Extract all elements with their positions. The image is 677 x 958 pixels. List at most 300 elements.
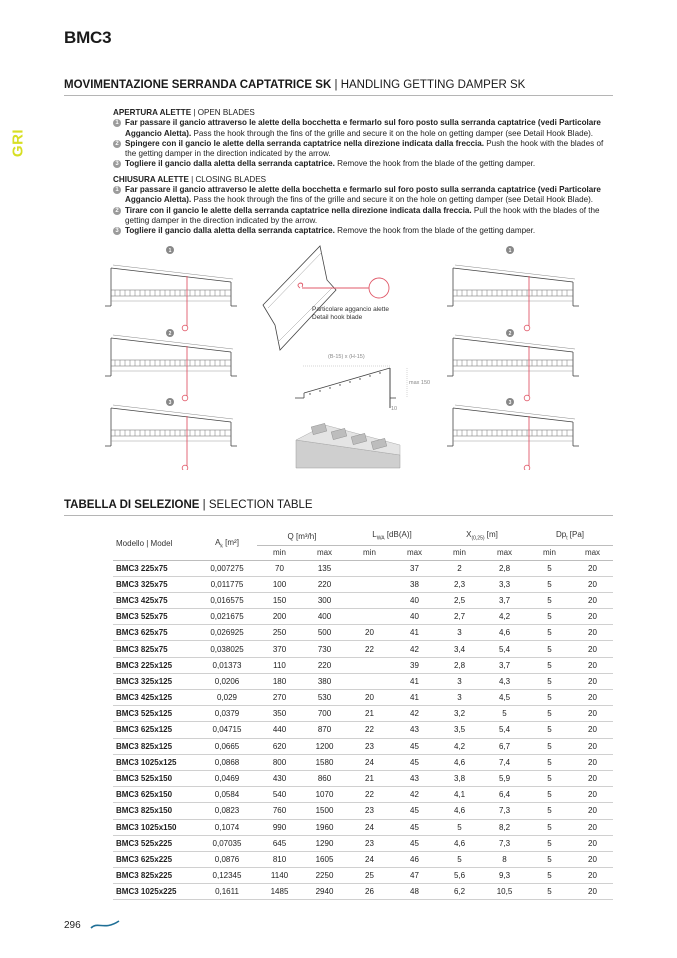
table-cell: 43	[392, 722, 437, 738]
table-cell: 20	[572, 868, 613, 884]
table-cell: 20	[572, 819, 613, 835]
table-cell: 1140	[257, 868, 302, 884]
step-item	[113, 159, 615, 169]
table-cell: 0,0584	[197, 787, 257, 803]
table-cell: 4,6	[482, 625, 527, 641]
table-cell: 100	[257, 576, 302, 592]
table-cell: 5	[527, 560, 572, 576]
cell-model: BMC3 225x125	[113, 657, 197, 673]
table-cell: 24	[347, 819, 392, 835]
table-cell: 41	[392, 690, 437, 706]
table-cell: 430	[257, 770, 302, 786]
table-cell: 20	[572, 803, 613, 819]
table-cell: 0,01373	[197, 657, 257, 673]
step-item	[113, 206, 615, 227]
cell-model: BMC3 1025x125	[113, 754, 197, 770]
table-cell: 46	[392, 851, 437, 867]
page-title: BMC3	[64, 28, 112, 47]
side-tab-label: GRI	[9, 128, 27, 158]
step-text-it: Tirare con il gancio le alette della serranda captatrice nella direzione indicata dalla freccia.	[125, 205, 472, 215]
table-cell: 5	[527, 576, 572, 592]
table-cell	[347, 560, 392, 576]
step-number-badge: 1	[113, 119, 121, 127]
cell-model: BMC3 425x75	[113, 592, 197, 608]
table-cell: 4,6	[437, 754, 482, 770]
heading-en: HANDLING GETTING DAMPER SK	[340, 79, 526, 91]
table-cell: 0,12345	[197, 868, 257, 884]
table-cell: 45	[392, 835, 437, 851]
instructions	[113, 108, 615, 237]
table-cell: 380	[302, 673, 347, 689]
table-cell: 200	[257, 609, 302, 625]
table-cell: 860	[302, 770, 347, 786]
step-number-badge: 3	[113, 160, 121, 168]
table-row	[113, 641, 613, 657]
left-step-1	[105, 265, 237, 331]
cell-model: BMC3 525x125	[113, 706, 197, 722]
table-cell: 70	[257, 560, 302, 576]
table-cell: 1200	[302, 738, 347, 754]
table-cell: 20	[572, 884, 613, 900]
table-cell	[347, 609, 392, 625]
step-text-en: Remove the hook from the blade of the getting damper.	[337, 226, 536, 236]
table-cell: 23	[347, 803, 392, 819]
cell-model: BMC3 625x150	[113, 787, 197, 803]
table-row	[113, 738, 613, 754]
table-cell: 5	[527, 657, 572, 673]
table-cell: 20	[572, 851, 613, 867]
table-cell: 1485	[257, 884, 302, 900]
table-cell: 400	[302, 609, 347, 625]
dimension-height-label: max 150	[409, 380, 431, 386]
open-blades-title	[113, 108, 615, 118]
table-cell: 22	[347, 787, 392, 803]
table-cell: 0,0469	[197, 770, 257, 786]
table-cell: 6,4	[482, 787, 527, 803]
table-cell: 20	[347, 625, 392, 641]
step-text-it: Togliere il gancio dalla aletta della serranda captatrice.	[125, 159, 335, 169]
table-cell: 2,7	[437, 609, 482, 625]
step-item	[113, 139, 615, 160]
table-cell: 0,1611	[197, 884, 257, 900]
table-cell: 42	[392, 787, 437, 803]
cell-model: BMC3 325x125	[113, 673, 197, 689]
table-cell: 760	[257, 803, 302, 819]
table-cell: 20	[572, 787, 613, 803]
step-number-badge: 2	[113, 140, 121, 148]
table-cell: 5,4	[482, 641, 527, 657]
table-cell: 3,8	[437, 770, 482, 786]
separator: |	[191, 174, 194, 184]
selection-table-wrap	[113, 528, 613, 900]
svg-text:1: 1	[168, 248, 172, 254]
table-cell: 1290	[302, 835, 347, 851]
table-cell: 1500	[302, 803, 347, 819]
table-cell: 10,5	[482, 884, 527, 900]
table-cell: 220	[302, 576, 347, 592]
table-cell: 440	[257, 722, 302, 738]
side-tab	[8, 126, 28, 160]
table-cell: 0,021675	[197, 609, 257, 625]
table-body	[113, 560, 613, 900]
table-row	[113, 787, 613, 803]
table-cell	[347, 673, 392, 689]
table-cell: 700	[302, 706, 347, 722]
open-blades-group	[113, 108, 615, 170]
title-it: APERTURA ALETTE	[113, 108, 192, 117]
table-cell: 45	[392, 803, 437, 819]
table-cell: 7,4	[482, 754, 527, 770]
column-header-lwa: $L_{WA}$ [dB(A)]	[347, 528, 437, 545]
table-cell: 500	[302, 625, 347, 641]
table-cell: 5	[527, 754, 572, 770]
left-step-2	[105, 335, 237, 401]
table-cell: 2,8	[437, 657, 482, 673]
table-cell: 23	[347, 738, 392, 754]
dimension-bottom-label: 10	[391, 406, 398, 412]
table-cell: 0,038025	[197, 641, 257, 657]
table-cell: 3,5	[437, 722, 482, 738]
table-cell: 40	[392, 609, 437, 625]
table-cell: 45	[392, 819, 437, 835]
selection-table	[113, 528, 613, 900]
column-header-dp: $Dp_t$ [Pa]	[527, 528, 613, 545]
table-cell: 22	[347, 722, 392, 738]
table-row	[113, 673, 613, 689]
table-cell: 5	[437, 851, 482, 867]
cell-model: BMC3 625x75	[113, 625, 197, 641]
table-cell: 40	[392, 592, 437, 608]
svg-text:3: 3	[508, 400, 512, 406]
table-cell: 22	[347, 641, 392, 657]
table-cell: 0,011775	[197, 576, 257, 592]
table-cell: 4,1	[437, 787, 482, 803]
table-cell: 5	[527, 706, 572, 722]
table-cell: 0,04715	[197, 722, 257, 738]
table-row	[113, 884, 613, 900]
table-cell: 6,7	[482, 738, 527, 754]
technical-drawings	[100, 240, 590, 470]
table-cell: 2,3	[437, 576, 482, 592]
detail-label	[312, 306, 389, 322]
step-text-en: Pull the hook with the blades of the getting damper in the direction indicated by the arrow.	[125, 205, 600, 225]
table-cell: 42	[392, 706, 437, 722]
step-text-en: Pass the hook through the fins of the grille and secure it on the hole on getting damper (see Detail Hook Blade).	[193, 128, 594, 138]
table-cell: 2940	[302, 884, 347, 900]
table-cell: 3	[437, 673, 482, 689]
cell-model: BMC3 525x75	[113, 609, 197, 625]
cell-model: BMC3 825x75	[113, 641, 197, 657]
table-cell: 20	[572, 835, 613, 851]
title-en: CLOSING BLADES	[195, 174, 267, 184]
separator: |	[193, 108, 196, 117]
table-cell: 9,3	[482, 868, 527, 884]
table-row	[113, 754, 613, 770]
step-item	[113, 118, 615, 139]
right-step-1	[447, 265, 579, 331]
subheader-min: min	[437, 545, 482, 560]
table-cell: 4,5	[482, 690, 527, 706]
table-cell: 540	[257, 787, 302, 803]
table-row	[113, 657, 613, 673]
step-text-en: Remove the hook from the blade of the getting damper.	[337, 159, 536, 169]
table-cell: 4,6	[437, 803, 482, 819]
table-cell: 20	[572, 657, 613, 673]
table-cell: 0,016575	[197, 592, 257, 608]
table-cell: 620	[257, 738, 302, 754]
cell-model: BMC3 325x75	[113, 576, 197, 592]
table-cell: 5	[527, 722, 572, 738]
cell-model: BMC3 625x225	[113, 851, 197, 867]
table-row	[113, 770, 613, 786]
step-text-it: Spingere con il gancio le alette della serranda captatrice nella direzione indicata dalla freccia.	[125, 138, 484, 148]
table-cell: 2,8	[482, 560, 527, 576]
dimension-width-label: (B-15) x (H-15)	[328, 354, 365, 360]
table-row	[113, 609, 613, 625]
table-cell: 37	[392, 560, 437, 576]
subheader-max: max	[392, 545, 437, 560]
table-cell: 25	[347, 868, 392, 884]
subheader-max: max	[572, 545, 613, 560]
table-cell: 0,1074	[197, 819, 257, 835]
table-cell	[347, 592, 392, 608]
table-cell: 135	[302, 560, 347, 576]
svg-text:2: 2	[168, 331, 172, 337]
table-row	[113, 835, 613, 851]
svg-text:3: 3	[168, 400, 172, 406]
table-cell: 20	[572, 673, 613, 689]
table-row	[113, 851, 613, 867]
table-cell: 0,0379	[197, 706, 257, 722]
table-cell: 5	[527, 851, 572, 867]
table-cell: 110	[257, 657, 302, 673]
subheader-max: max	[482, 545, 527, 560]
table-cell: 21	[347, 706, 392, 722]
table-cell: 3	[437, 625, 482, 641]
step-item	[113, 226, 615, 236]
table-cell: 20	[572, 625, 613, 641]
closing-blades-group	[113, 175, 615, 237]
cell-model: BMC3 1025x225	[113, 884, 197, 900]
step-item	[113, 185, 615, 206]
table-row	[113, 803, 613, 819]
svg-text:2: 2	[508, 331, 512, 337]
table-cell: 350	[257, 706, 302, 722]
table-cell	[347, 576, 392, 592]
table-cell: 5	[527, 819, 572, 835]
table-cell: 0,007275	[197, 560, 257, 576]
table-cell: 5	[527, 592, 572, 608]
table-cell: 270	[257, 690, 302, 706]
table-cell: 8	[482, 851, 527, 867]
table-cell: 5,6	[437, 868, 482, 884]
table-row	[113, 868, 613, 884]
table-cell: 20	[572, 576, 613, 592]
table-cell: 20	[572, 722, 613, 738]
column-header-q: Q [m³/h]	[257, 528, 347, 545]
table-cell: 0,0876	[197, 851, 257, 867]
table-cell: 42	[392, 641, 437, 657]
table-cell: 2	[437, 560, 482, 576]
table-cell: 645	[257, 835, 302, 851]
table-cell: 1960	[302, 819, 347, 835]
table-cell: 6,2	[437, 884, 482, 900]
step-text-it: Togliere il gancio dalla aletta della serranda captatrice.	[125, 226, 335, 236]
table-cell: 23	[347, 835, 392, 851]
step-number-badge: 1	[113, 186, 121, 194]
table-cell: 0,0665	[197, 738, 257, 754]
table-cell: 41	[392, 625, 437, 641]
table-cell: 24	[347, 851, 392, 867]
table-cell: 7,3	[482, 835, 527, 851]
table-cell: 20	[347, 690, 392, 706]
heading-it: MOVIMENTAZIONE SERRANDA CAPTATRICE SK	[64, 79, 332, 91]
table-cell: 21	[347, 770, 392, 786]
table-cell: 45	[392, 754, 437, 770]
table-cell: 5	[527, 787, 572, 803]
table-cell: 20	[572, 706, 613, 722]
title-it: CHIUSURA ALETTE	[113, 174, 189, 184]
column-header-ak: $A_k$ [m²]	[197, 528, 257, 560]
table-cell: 220	[302, 657, 347, 673]
table-cell: 530	[302, 690, 347, 706]
table-row	[113, 819, 613, 835]
table-cell: 5	[527, 609, 572, 625]
table-cell: 5,4	[482, 722, 527, 738]
table-cell: 20	[572, 754, 613, 770]
table-cell: 300	[302, 592, 347, 608]
cell-model: BMC3 825x150	[113, 803, 197, 819]
table-cell: 20	[572, 609, 613, 625]
table-cell: 810	[257, 851, 302, 867]
table-cell: 43	[392, 770, 437, 786]
table-cell: 47	[392, 868, 437, 884]
table-cell: 20	[572, 641, 613, 657]
table-cell: 990	[257, 819, 302, 835]
title-en: OPEN BLADES	[197, 108, 255, 117]
table-cell: 20	[572, 770, 613, 786]
table-cell: 24	[347, 754, 392, 770]
table-cell: 0,07035	[197, 835, 257, 851]
table-cell: 0,0206	[197, 673, 257, 689]
column-header-model: Modello | Model	[113, 528, 197, 560]
section-heading-table	[64, 499, 613, 516]
section-heading-handling	[64, 79, 613, 96]
cell-model: BMC3 1025x150	[113, 819, 197, 835]
detail-label-it: Particolare aggancio alette	[312, 306, 389, 313]
table-cell: 5	[527, 738, 572, 754]
subheader-min: min	[257, 545, 302, 560]
table-cell: 0,029	[197, 690, 257, 706]
table-cell	[347, 657, 392, 673]
table-cell: 250	[257, 625, 302, 641]
table-cell: 20	[572, 738, 613, 754]
detail-hook-blade	[263, 246, 389, 350]
heading-it: TABELLA DI SELEZIONE	[64, 499, 200, 511]
table-cell: 45	[392, 738, 437, 754]
table-row	[113, 690, 613, 706]
cell-model: BMC3 525x225	[113, 835, 197, 851]
table-cell: 5	[482, 706, 527, 722]
heading-separator: |	[334, 79, 338, 91]
table-cell: 4,2	[482, 609, 527, 625]
heading-en: SELECTION TABLE	[208, 499, 313, 511]
table-row	[113, 560, 613, 576]
table-cell: 5	[527, 803, 572, 819]
table-cell: 370	[257, 641, 302, 657]
cell-model: BMC3 425x125	[113, 690, 197, 706]
step-number-badge: 2	[113, 207, 121, 215]
subheader-max: max	[302, 545, 347, 560]
table-cell: 5	[527, 884, 572, 900]
table-cell: 20	[572, 560, 613, 576]
heading-separator: |	[202, 499, 206, 511]
table-cell: 4,2	[437, 738, 482, 754]
table-cell: 20	[572, 592, 613, 608]
table-cell: 5,9	[482, 770, 527, 786]
table-cell: 41	[392, 673, 437, 689]
table-row	[113, 592, 613, 608]
table-cell: 5	[527, 868, 572, 884]
table-cell: 7,3	[482, 803, 527, 819]
page-number: 296	[64, 920, 81, 931]
step-text-en: Pass the hook through the fins of the grille and secure it on the hole on getting damper (see Detail Hook Blade).	[193, 195, 594, 205]
table-row	[113, 625, 613, 641]
table-cell: 48	[392, 884, 437, 900]
closing-blades-title	[113, 175, 615, 185]
table-row	[113, 722, 613, 738]
table-cell: 3,7	[482, 657, 527, 673]
table-cell: 5	[527, 673, 572, 689]
right-step-3	[447, 405, 579, 470]
table-cell: 1070	[302, 787, 347, 803]
table-cell: 8,2	[482, 819, 527, 835]
table-cell: 5	[437, 819, 482, 835]
subheader-min: min	[527, 545, 572, 560]
right-step-2	[447, 335, 579, 401]
step-text-en: Push the hook with the blades of the getting damper in the direction indicated by the arrow.	[125, 138, 604, 159]
table-cell: 5	[527, 770, 572, 786]
table-cell: 0,0868	[197, 754, 257, 770]
detail-label-en: Detail hook blade	[312, 314, 363, 321]
table-cell: 3,2	[437, 706, 482, 722]
brand-wave-logo	[90, 918, 120, 932]
step-text-it: Far passare il gancio attraverso le alette della bocchetta e fermarlo sul foro posto sulla serranda captatrice (vedi Particolare Aggancio Aletta).	[125, 185, 601, 205]
table-cell: 870	[302, 722, 347, 738]
table-cell: 3,3	[482, 576, 527, 592]
table-cell: 800	[257, 754, 302, 770]
column-header-x: $X_{(0,25)}$ [m]	[437, 528, 527, 545]
table-cell: 5	[527, 625, 572, 641]
table-cell: 5	[527, 690, 572, 706]
table-cell: 0,026925	[197, 625, 257, 641]
table-row	[113, 706, 613, 722]
table-cell: 26	[347, 884, 392, 900]
cell-model: BMC3 625x125	[113, 722, 197, 738]
table-cell: 0,0823	[197, 803, 257, 819]
svg-text:1: 1	[508, 248, 512, 254]
cell-model: BMC3 825x125	[113, 738, 197, 754]
table-cell: 5	[527, 641, 572, 657]
table-cell: 39	[392, 657, 437, 673]
table-cell: 20	[572, 690, 613, 706]
table-cell: 3,4	[437, 641, 482, 657]
left-step-3	[105, 405, 237, 470]
product-photo	[296, 423, 400, 468]
table-cell: 4,6	[437, 835, 482, 851]
table-cell: 38	[392, 576, 437, 592]
table-cell: 1605	[302, 851, 347, 867]
